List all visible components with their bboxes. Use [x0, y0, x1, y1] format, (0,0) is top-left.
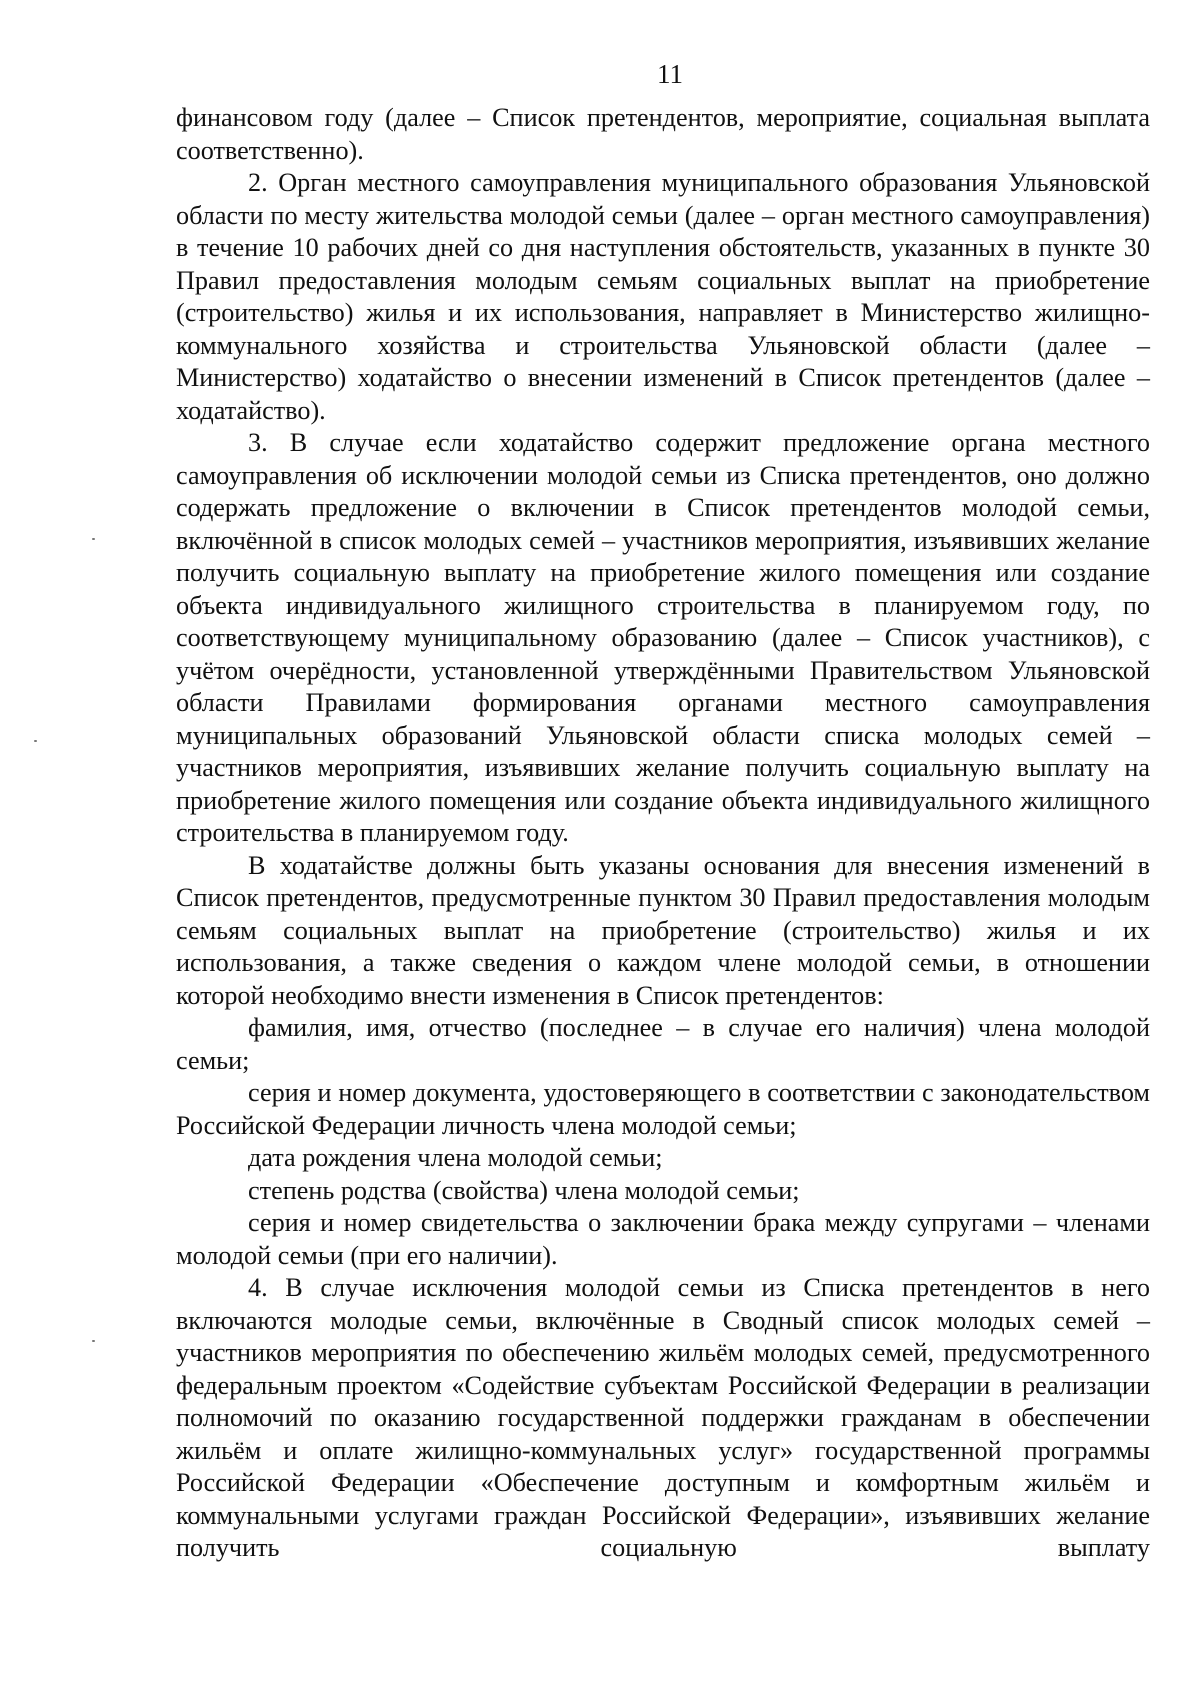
- document-body: [176, 102, 1150, 1565]
- list-item-full-name: фамилия, имя, отчество (последнее – в случае его наличия) члена молодой семьи;: [176, 1013, 1150, 1075]
- paragraph-3: 3. В случае если ходатайство содержит предложение органа местного самоуправления об исключении молодой семьи из Списка претендентов, оно должно содержать предложение о включении в Список претендентов молодой семьи, включённой в список молодых семей – участников мероприятия, изъявивших желание получить социальную выплату на приобретение жилого помещения или создание объекта индивидуального жилищного строительства в планируемом году, по соответствующему муниципальному образованию (далее – Список участников), с учётом очерёдности, установленной утверждёнными Правительством Ульяновской области Правилами формирования органами местного самоуправления муниципальных образований Ульяновской области списка молодых семей – участников мероприятия, изъявивших желание получить социальную выплату на приобретение жилого помещения или создание объекта индивидуального жилищного строительства в планируемом году.: [176, 428, 1150, 847]
- scan-speck: [34, 740, 37, 742]
- paragraph-3-requirements: В ходатайстве должны быть указаны основания для внесения изменений в Список претендентов, предусмотренные пунктом 30 Правил предоставления молодым семьям социальных выплат на приобретение (строительство) жилья и их использования, а также сведения о каждом члене молодой семьи, в отношении которой необходимо внести изменения в Список претендентов:: [176, 850, 1150, 1010]
- paragraph-4: 4. В случае исключения молодой семьи из Списка претендентов в него включаются молодые семьи, включённые в Сводный список молодых семей – участников мероприятия по обеспечению жильём молодых семей, предусмотренного федеральным проектом «Содействие субъектам Российской Федерации в реализации полномочий по оказанию государственной поддержки гражданам в обеспечении жильём и оплате жилищно-коммунальных услуг» государственной программы Российской Федерации «Обеспечение доступным и комфортным жильём и коммунальными услугами граждан Российской Федерации», изъявивших желание получить социальную выплату: [176, 1273, 1150, 1562]
- scan-speck: [92, 1340, 95, 1342]
- scan-speck: [92, 538, 95, 540]
- list-item-marriage-certificate: серия и номер свидетельства о заключении брака между супругами – членами молодой семьи (при его наличии).: [176, 1208, 1150, 1270]
- paragraph-1-continuation: финансовом году (далее – Список претендентов, мероприятие, социальная выплата соответственно).: [176, 103, 1150, 165]
- list-item-identity-document: серия и номер документа, удостоверяющего в соответствии с законодательством Российской Федерации личность члена молодой семьи;: [176, 1078, 1150, 1140]
- list-item-birth-date: дата рождения члена молодой семьи;: [248, 1143, 663, 1172]
- paragraph-2: 2. Орган местного самоуправления муниципального образования Ульяновской области по месту жительства молодой семьи (далее – орган местного самоуправления) в течение 10 рабочих дней со дня наступления обстоятельств, указанных в пункте 30 Правил предоставления молодым семьям социальных выплат на приобретение (строительство) жилья и их использования, направляет в Министерство жилищно-коммунального хозяйства и строительства Ульяновской области (далее – Министерство) ходатайство о внесении изменений в Список претендентов (далее – ходатайство).: [176, 168, 1150, 425]
- list-item-kinship: степень родства (свойства) члена молодой семьи;: [248, 1175, 800, 1205]
- page-number: 11: [657, 59, 683, 89]
